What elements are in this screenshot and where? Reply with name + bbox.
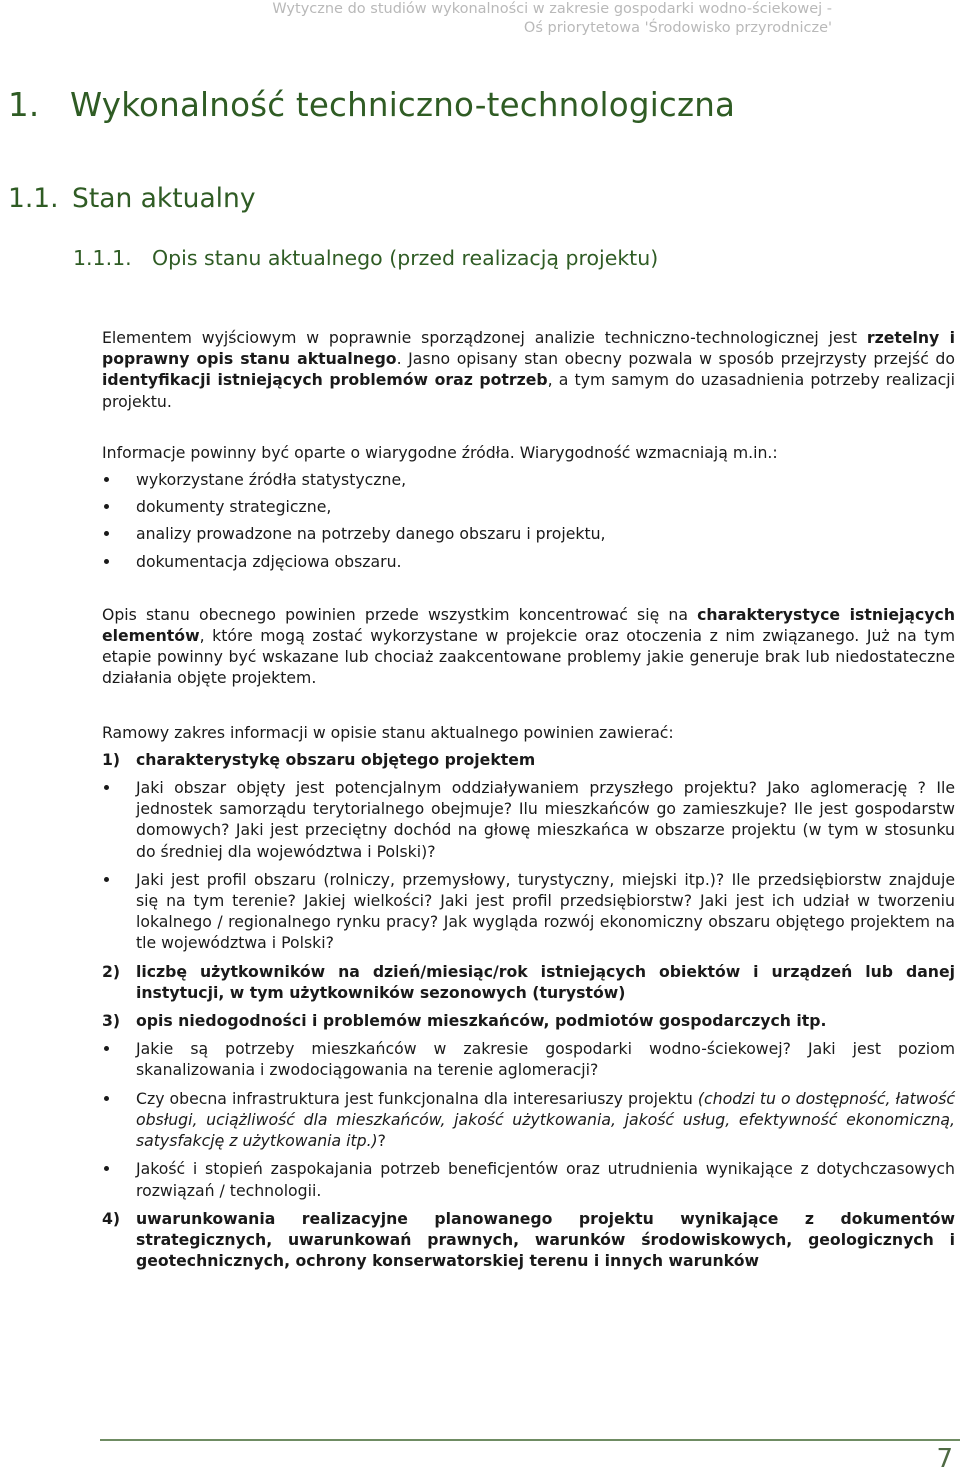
scope-item-title: liczbę użytkowników na dzień/miesiąc/rok istniejących obiektów i urządzeń lub danej instytucji, w tym użytkowników sezonowych (turystów) bbox=[136, 961, 955, 1002]
list-item: wykorzystane źródła statystyczne, bbox=[102, 469, 955, 490]
chapter-heading bbox=[8, 86, 735, 124]
scope-item-number: 1) bbox=[102, 749, 121, 769]
scope-item-number: 3) bbox=[102, 1011, 121, 1031]
current-state-paragraph bbox=[102, 604, 955, 689]
intro-text-2: . Jasno opisany stan obecny pozwala w sposób przejrzysty przejść do bbox=[396, 349, 955, 369]
scope-item-title: opis niedogodności i problemów mieszkańców, podmiotów gospodarczych itp. bbox=[136, 1011, 827, 1031]
intro-text-3: , a tym samym do uzasadnienia potrzeby realizacji projektu. bbox=[102, 370, 955, 411]
current-state-text-1: Opis stanu obecnego powinien przede wszystkim koncentrować się na bbox=[102, 604, 698, 624]
scope-item-1-list bbox=[102, 777, 955, 954]
intro-bold-1: rzetelny i poprawny opis stanu aktualnego bbox=[102, 328, 955, 369]
footer-rule bbox=[100, 1439, 960, 1441]
scope-item-3-list bbox=[102, 1038, 955, 1200]
list-item: Jakie są potrzeby mieszkańców w zakresie gospodarki wodno-ściekowej? Jaki jest poziom skanalizowania i zwodociągowania na terenie aglomeracji? bbox=[102, 1038, 955, 1080]
current-state-bold: charakterystyce istniejących elementów bbox=[102, 604, 955, 646]
scope-item-1 bbox=[102, 749, 955, 770]
running-header bbox=[272, 0, 832, 38]
list-item: Jaki obszar objęty jest potencjalnym oddziaływaniem przyszłego projektu? Jako aglomerację ? Ile jednostek samorządu terytorialnego obejmuje? Ilu mieszkańców go zamieszkuje? Ile jest gospodarstw domowych? Jaki jest przeciętny dochód na głowę mieszkańca w obszarze projektu (w tym w stosunku do średniej dla województwa i Polski)? bbox=[102, 777, 955, 862]
list-item: dokumenty strategiczne, bbox=[102, 496, 955, 517]
sources-list bbox=[102, 469, 955, 572]
scope-item-2 bbox=[102, 961, 955, 1003]
list-item: analizy prowadzone na potrzeby danego obszaru i projektu, bbox=[102, 523, 955, 544]
scope-paragraph: Ramowy zakres informacji w opisie stanu aktualnego powinien zawierać: bbox=[102, 722, 674, 742]
intro-bold-2: identyfikacji istniejących problemów oraz potrzeb bbox=[102, 370, 548, 390]
body-content bbox=[102, 327, 955, 1271]
section-number: 1.1. bbox=[8, 183, 59, 214]
list-item: Jakość i stopień zaspokajania potrzeb beneficjentów oraz utrudnienia wynikające z dotychczasowych rozwiązań / technologii. bbox=[102, 1158, 955, 1200]
scope-item-title: charakterystykę obszaru objętego projektem bbox=[136, 749, 536, 769]
list-item-end: ? bbox=[377, 1131, 386, 1151]
list-item-text: Czy obecna infrastruktura jest funkcjonalna dla interesariuszy projektu bbox=[136, 1088, 698, 1108]
scope-item-4 bbox=[102, 1208, 955, 1272]
section-title: Stan aktualny bbox=[72, 183, 256, 214]
list-item-italic: (chodzi tu o dostępność, łatwość obsługi, uciążliwość dla mieszkańców, jakość użytkowania, jakość usług, efektywność ekonomiczną, satysfakcję z użytkowania itp.) bbox=[136, 1088, 955, 1151]
scope-item-number: 2) bbox=[102, 961, 121, 981]
subsection-heading bbox=[73, 246, 658, 270]
scope-item-3 bbox=[102, 1010, 955, 1031]
section-heading bbox=[8, 183, 256, 214]
list-item: Jaki jest profil obszaru (rolniczy, przemysłowy, turystyczny, miejski itp.)? Ile przedsiębiorstw znajduje się na tym terenie? Jakiej wielkości? Jaki jest profil przedsiębiorstw? Jaki jest ich udział w tworzeniu lokalnego / regionalnego rynku pracy? Jak wygląda rozwój ekonomiczny obszaru objętego projektem na tle województwa i Polski? bbox=[102, 869, 955, 954]
header-line-1: Wytyczne do studiów wykonalności w zakresie gospodarki wodno-ściekowej - bbox=[272, 1, 832, 17]
page-number: 7 bbox=[936, 1444, 953, 1474]
scope-item-title: uwarunkowania realizacyjne planowanego projektu wynikające z dokumentów strategicznych, uwarunkowań prawnych, warunków środowiskowych, geologicznych i geotechnicznych, ochrony konserwatorskiej terenu i innych warunków bbox=[136, 1208, 955, 1271]
subsection-title: Opis stanu aktualnego (przed realizacją projektu) bbox=[152, 246, 659, 270]
header-line-2: Oś priorytetowa 'Środowisko przyrodnicze' bbox=[523, 20, 832, 36]
list-item bbox=[102, 1088, 955, 1152]
sources-paragraph: Informacje powinny być oparte o wiarygodne źródła. Wiarygodność wzmacniają m.in.: bbox=[102, 442, 778, 462]
subsection-number: 1.1.1. bbox=[73, 246, 132, 270]
current-state-text-2: , które mogą zostać wykorzystane w projekcie oraz otoczenia z nim związanego. Już na tym etapie powinny być wskazane lub chociaż zaakcentowane problemy jakie generuje brak lub niedostateczne działania objęte projektem. bbox=[102, 626, 955, 688]
chapter-title: Wykonalność techniczno-technologiczna bbox=[70, 86, 736, 124]
list-item: dokumentacja zdjęciowa obszaru. bbox=[102, 551, 955, 572]
intro-paragraph bbox=[102, 327, 955, 412]
chapter-number: 1. bbox=[8, 86, 40, 124]
scope-item-number: 4) bbox=[102, 1208, 121, 1228]
intro-text-1: Elementem wyjściowym w poprawnie sporządzonej analizie techniczno-technologicznej jest bbox=[102, 328, 857, 347]
